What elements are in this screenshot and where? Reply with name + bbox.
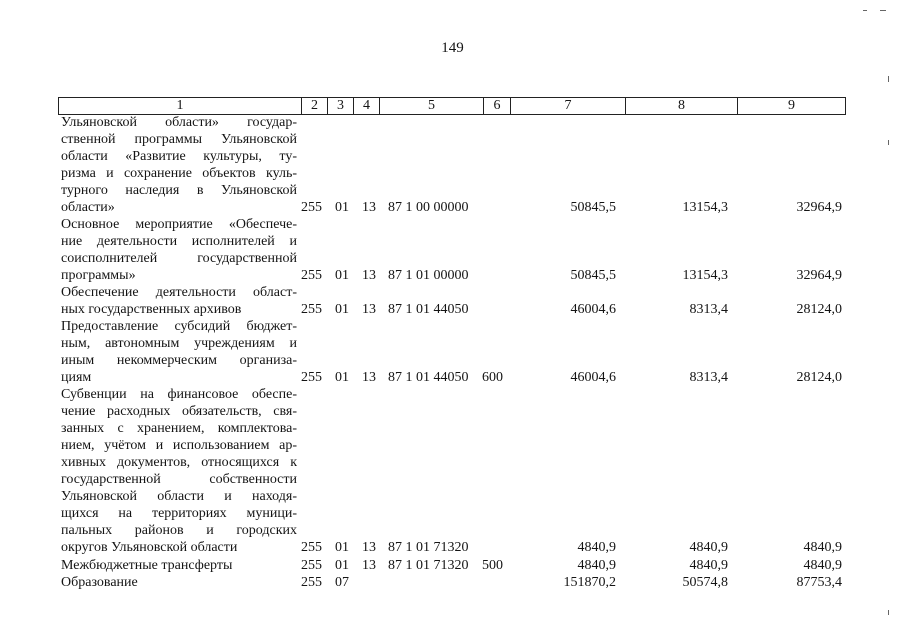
description-line: Субвенции на финансовое обеспе- <box>61 387 297 402</box>
description-line: Предоставление субсидий бюджет- <box>61 319 297 334</box>
row-description <box>61 386 297 556</box>
description-line: хивных документов, относящихся к <box>61 455 297 470</box>
cell-col8: 50574,8 <box>682 575 728 590</box>
description-line: Основное мероприятие «Обеспече- <box>61 217 297 232</box>
header-cell: 7 <box>510 98 625 114</box>
cell-col9: 4840,9 <box>803 540 842 555</box>
description-line: щихся на территориях муници- <box>61 506 297 521</box>
description-line: ризма и сохранение объектов куль- <box>61 166 297 181</box>
description-line: Ульяновской области» государ- <box>61 115 297 130</box>
cell-col7: 50845,5 <box>570 268 616 283</box>
header-cell: 2 <box>301 98 327 114</box>
cell-col3: 01 <box>335 200 349 215</box>
cell-col8: 8313,4 <box>689 370 728 385</box>
cell-col7: 151870,2 <box>563 575 616 590</box>
cell-col5: 87 1 01 44050 <box>388 302 469 317</box>
description-line: программы» <box>61 268 136 283</box>
cell-col6: 500 <box>482 558 503 573</box>
description-line: циям <box>61 370 92 385</box>
cell-col8: 13154,3 <box>682 268 728 283</box>
cell-col5: 87 1 01 00000 <box>388 268 469 283</box>
description-line: ных государственных архивов <box>61 302 242 317</box>
cell-col3: 01 <box>335 302 349 317</box>
description-line: ственной программы Ульяновской <box>61 132 297 147</box>
row-description <box>61 557 297 574</box>
cell-col5: 87 1 01 71320 <box>388 558 469 573</box>
cell-col9: 32964,9 <box>796 200 842 215</box>
description-line: нием, учётом и использованием ар- <box>61 438 297 453</box>
cell-col8: 4840,9 <box>689 558 728 573</box>
description-line: Ульяновской области и находя- <box>61 489 297 504</box>
header-cell: 4 <box>353 98 379 114</box>
header-cell: 8 <box>625 98 737 114</box>
cell-col4: 13 <box>362 370 376 385</box>
description-line: Образование <box>61 575 138 590</box>
header-cell: 6 <box>483 98 510 114</box>
header-cell: 9 <box>737 98 845 114</box>
description-line: ние деятельности исполнителей и <box>61 234 297 249</box>
cell-col7: 46004,6 <box>570 370 616 385</box>
cell-col4: 13 <box>362 302 376 317</box>
cell-col3: 01 <box>335 558 349 573</box>
cell-col2: 255 <box>301 268 322 283</box>
scan-speck <box>863 10 867 11</box>
description-line: области» <box>61 200 115 215</box>
cell-col3: 01 <box>335 540 349 555</box>
description-line: Обеспечение деятельности област- <box>61 285 297 300</box>
description-line: турного наследия в Ульяновской <box>61 183 297 198</box>
cell-col7: 4840,9 <box>577 540 616 555</box>
cell-col2: 255 <box>301 575 322 590</box>
cell-col9: 4840,9 <box>803 558 842 573</box>
scan-speck <box>888 76 889 82</box>
description-line: государственной собственности <box>61 472 297 487</box>
description-line: соисполнителей государственной <box>61 251 297 266</box>
description-line: иным некоммерческим организа- <box>61 353 297 368</box>
cell-col3: 01 <box>335 268 349 283</box>
cell-col4: 13 <box>362 540 376 555</box>
cell-col9: 87753,4 <box>796 575 842 590</box>
cell-col7: 50845,5 <box>570 200 616 215</box>
row-description <box>61 284 297 318</box>
description-line: Межбюджетные трансферты <box>61 558 233 573</box>
header-cell: 1 <box>176 98 184 113</box>
cell-col5: 87 1 01 44050 <box>388 370 469 385</box>
cell-col8: 8313,4 <box>689 302 728 317</box>
cell-col9: 28124,0 <box>796 302 842 317</box>
cell-col3: 07 <box>335 575 349 590</box>
scan-speck <box>888 140 889 145</box>
cell-col2: 255 <box>301 200 322 215</box>
cell-col4: 13 <box>362 200 376 215</box>
cell-col2: 255 <box>301 370 322 385</box>
cell-col2: 255 <box>301 558 322 573</box>
page-number: 149 <box>441 40 464 56</box>
cell-col5: 87 1 01 71320 <box>388 540 469 555</box>
cell-col9: 32964,9 <box>796 268 842 283</box>
table-header <box>58 97 846 115</box>
cell-col4: 13 <box>362 558 376 573</box>
description-line: округов Ульяновской области <box>61 540 238 555</box>
description-line: занных с хранением, комплектова- <box>61 421 297 436</box>
cell-col8: 4840,9 <box>689 540 728 555</box>
cell-col6: 600 <box>482 370 503 385</box>
header-cell: 5 <box>379 98 483 114</box>
description-line: области «Развитие культуры, ту- <box>61 149 297 164</box>
cell-col5: 87 1 00 00000 <box>388 200 469 215</box>
description-line: пальных районов и городских <box>61 523 297 538</box>
cell-col2: 255 <box>301 540 322 555</box>
header-cell: 3 <box>327 98 353 114</box>
row-description <box>61 114 297 216</box>
description-line: ным, автономным учреждениям и <box>61 336 297 351</box>
row-description <box>61 216 297 284</box>
cell-col7: 46004,6 <box>570 302 616 317</box>
cell-col7: 4840,9 <box>577 558 616 573</box>
cell-col2: 255 <box>301 302 322 317</box>
cell-col9: 28124,0 <box>796 370 842 385</box>
row-description <box>61 318 297 386</box>
cell-col8: 13154,3 <box>682 200 728 215</box>
row-description <box>61 574 297 591</box>
scan-speck <box>888 610 889 615</box>
cell-col3: 01 <box>335 370 349 385</box>
scan-speck <box>880 10 886 11</box>
description-line: чение расходных обязательств, свя- <box>61 404 297 419</box>
cell-col4: 13 <box>362 268 376 283</box>
